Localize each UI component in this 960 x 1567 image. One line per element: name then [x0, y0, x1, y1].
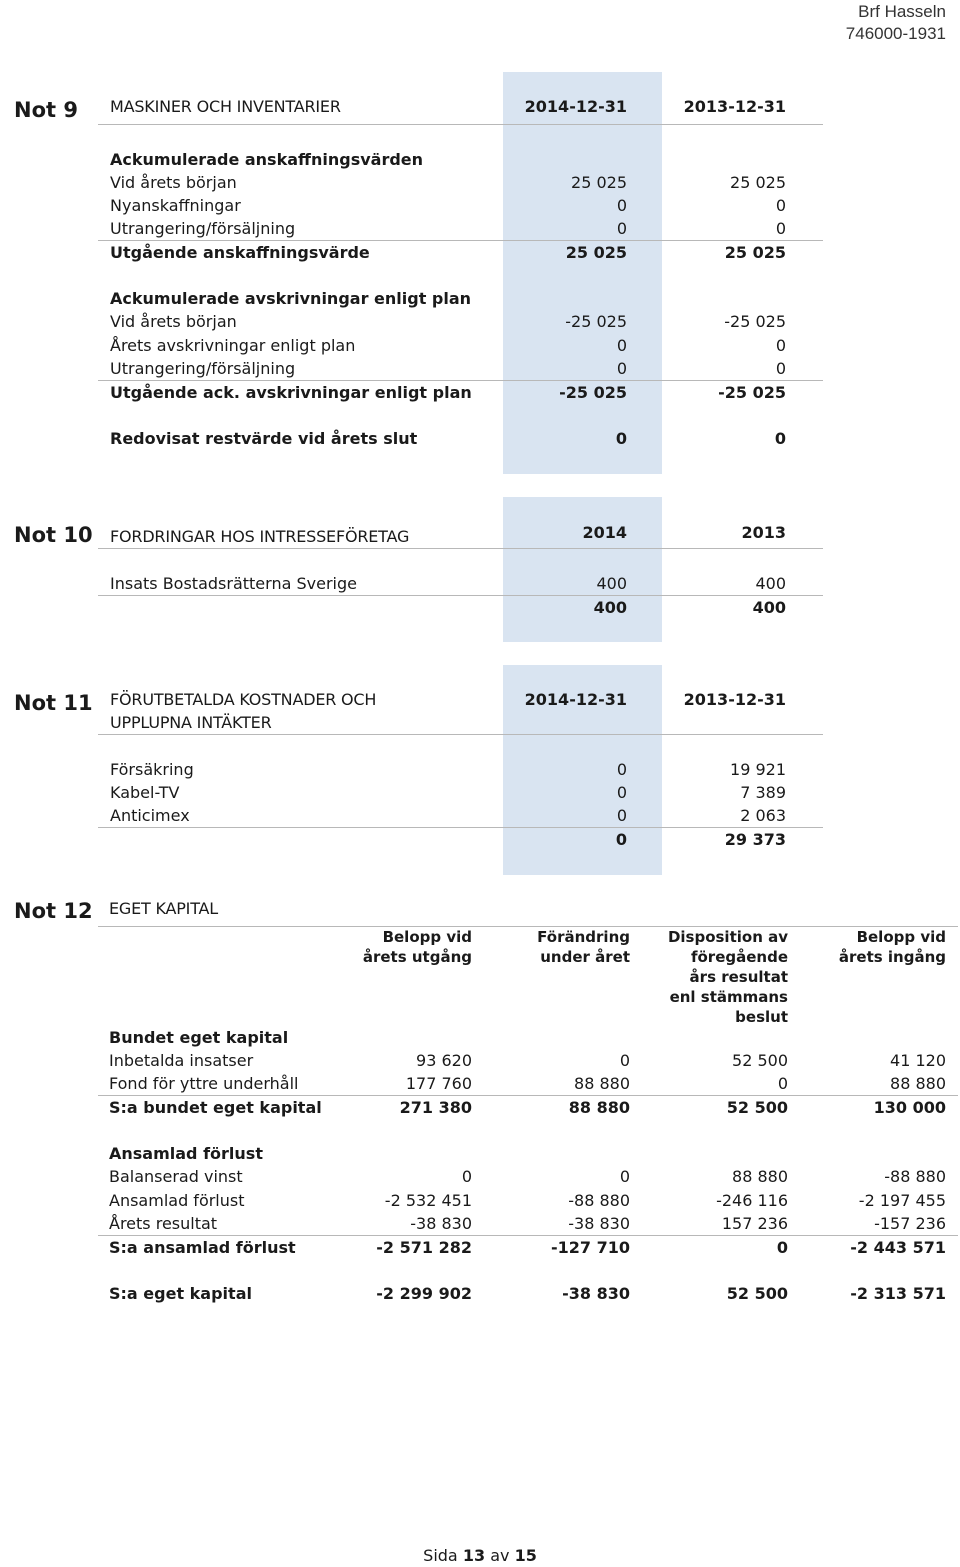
divider	[98, 380, 823, 381]
organization-name: Brf Hasseln	[858, 2, 946, 21]
table-row-label: Årets avskrivningar enligt plan	[110, 336, 356, 355]
table-cell: -127 710	[550, 1238, 630, 1257]
divider	[98, 734, 823, 735]
table-cell: -2 197 455	[858, 1191, 946, 1210]
table-cell: -38 830	[410, 1214, 472, 1233]
table-cell: -38 830	[568, 1214, 630, 1233]
current-year-highlight	[503, 72, 662, 474]
table-cell: 0	[616, 196, 627, 215]
page-footer	[0, 1548, 960, 1564]
divider	[98, 240, 823, 241]
note-10-col-2013: 2013	[741, 523, 786, 542]
table-cell: 52 500	[732, 1051, 788, 1070]
table-cell: -2 571 282	[376, 1238, 472, 1257]
table-cell: -88 880	[568, 1191, 630, 1210]
table-cell: 0	[615, 830, 627, 849]
table-cell: -25 025	[718, 383, 786, 402]
table-cell: 0	[774, 429, 786, 448]
col-header-ingang: Belopp vid årets ingång	[838, 928, 946, 966]
table-row-label: S:a bundet eget kapital	[109, 1098, 322, 1117]
table-row-label: Fond för yttre underhåll	[109, 1074, 299, 1093]
table-cell: 41 120	[890, 1051, 946, 1070]
footer-page-total: 15	[514, 1546, 537, 1565]
footer-page-number: 13	[462, 1546, 486, 1565]
note-10-title: FORDRINGAR HOS INTRESSEFÖRETAG	[110, 527, 410, 546]
note-11-label: Not 11	[14, 691, 93, 715]
table-row-label: Årets resultat	[109, 1214, 218, 1233]
table-cell: -157 236	[874, 1214, 946, 1233]
table-cell: 0	[616, 806, 627, 825]
table-cell: 25 025	[571, 173, 627, 192]
note-12-label: Not 12	[14, 899, 93, 923]
table-cell: 25 025	[724, 243, 786, 262]
table-cell: -246 116	[716, 1191, 788, 1210]
table-row-label: Redovisat restvärde vid årets slut	[110, 429, 418, 448]
table-cell: 0	[775, 196, 786, 215]
organization-number: 746000-1931	[845, 24, 946, 43]
divider	[98, 1235, 958, 1236]
table-cell: 400	[755, 574, 786, 593]
table-cell: 400	[593, 598, 627, 617]
table-row-label: Ackumulerade anskaffningsvärden	[110, 150, 424, 169]
footer-page-of: av	[490, 1546, 510, 1565]
table-cell: 2 063	[740, 806, 786, 825]
table-row-label: Utrangering/försäljning	[110, 219, 296, 238]
table-cell: 52 500	[726, 1284, 788, 1303]
table-cell: 0	[616, 760, 627, 779]
table-cell: 0	[616, 783, 627, 802]
col-header-forandring: Förändring under året	[537, 928, 630, 966]
table-cell: 19 921	[730, 760, 786, 779]
note-9-col-2013: 2013-12-31	[683, 97, 786, 116]
divider	[98, 1095, 958, 1096]
table-row-label: Kabel-TV	[110, 783, 180, 802]
table-cell: -88 880	[884, 1167, 946, 1186]
table-row-label: Utrangering/försäljning	[110, 359, 296, 378]
note-9-col-2014: 2014-12-31	[524, 97, 627, 116]
footer-page-prefix: Sida	[423, 1546, 458, 1565]
note-11-col-2013: 2013-12-31	[683, 690, 786, 709]
table-cell: 0	[616, 336, 627, 355]
table-cell: 88 880	[568, 1098, 630, 1117]
note-9-label: Not 9	[14, 98, 78, 122]
divider	[98, 827, 823, 828]
table-cell: 0	[776, 1238, 788, 1257]
table-cell: 0	[775, 336, 786, 355]
table-row-label: Nyanskaffningar	[110, 196, 241, 215]
table-cell: 88 880	[574, 1074, 630, 1093]
table-cell: 0	[616, 359, 627, 378]
table-cell: 130 000	[873, 1098, 946, 1117]
table-cell: -2 299 902	[376, 1284, 472, 1303]
note-10-col-2014: 2014	[582, 523, 627, 542]
table-cell: 0	[775, 359, 786, 378]
table-row-label: Försäkring	[110, 760, 194, 779]
table-cell: 88 880	[890, 1074, 946, 1093]
table-row-label: Vid årets början	[110, 173, 237, 192]
col-header-disposition: Disposition av föregående års resultat enl stämmans beslut	[667, 928, 788, 1026]
table-cell: 0	[775, 219, 786, 238]
note-10-label: Not 10	[14, 523, 93, 547]
divider	[98, 548, 823, 549]
table-row-label: Balanserad vinst	[109, 1167, 243, 1186]
table-row-label: Ackumulerade avskrivningar enligt plan	[110, 289, 472, 308]
table-cell: -2 443 571	[850, 1238, 946, 1257]
table-cell: 7 389	[740, 783, 786, 802]
note-11-col-2014: 2014-12-31	[524, 690, 627, 709]
note-11-title-line-1: FÖRUTBETALDA KOSTNADER OCH	[110, 690, 377, 709]
table-row-label: Anticimex	[110, 806, 190, 825]
col-header-utgang: Belopp vid årets utgång	[362, 928, 472, 966]
table-cell: -2 532 451	[384, 1191, 472, 1210]
table-row-label: Insats Bostadsrätterna Sverige	[110, 574, 357, 593]
table-cell: 157 236	[721, 1214, 788, 1233]
note-11-title-line-2: UPPLUPNA INTÄKTER	[110, 713, 272, 732]
table-row-label: Vid årets början	[110, 312, 237, 331]
table-cell: 88 880	[732, 1167, 788, 1186]
divider	[98, 595, 823, 596]
table-row-label: Inbetalda insatser	[109, 1051, 254, 1070]
note-9-title: MASKINER OCH INVENTARIER	[110, 97, 341, 116]
table-cell: 271 380	[399, 1098, 472, 1117]
table-row-label: Bundet eget kapital	[109, 1028, 289, 1047]
table-cell: 400	[752, 598, 786, 617]
table-cell: 400	[596, 574, 627, 593]
current-year-highlight	[503, 497, 662, 642]
table-cell: 0	[619, 1051, 630, 1070]
divider	[98, 124, 823, 125]
table-cell: -2 313 571	[850, 1284, 946, 1303]
table-cell: 0	[616, 219, 627, 238]
table-row-label: S:a ansamlad förlust	[109, 1238, 296, 1257]
table-cell: 177 760	[405, 1074, 472, 1093]
table-cell: -25 025	[559, 383, 627, 402]
table-cell: 0	[777, 1074, 788, 1093]
table-cell: 0	[461, 1167, 472, 1186]
table-row-label: S:a eget kapital	[109, 1284, 252, 1303]
note-12-title: EGET KAPITAL	[109, 899, 218, 918]
table-row-label: Ansamlad förlust	[109, 1144, 263, 1163]
table-cell: -25 025	[724, 312, 786, 331]
table-cell: 25 025	[730, 173, 786, 192]
table-cell: -25 025	[565, 312, 627, 331]
table-cell: -38 830	[562, 1284, 630, 1303]
table-row-label: Utgående ack. avskrivningar enligt plan	[110, 383, 472, 402]
table-cell: 0	[619, 1167, 630, 1186]
table-cell: 25 025	[565, 243, 627, 262]
table-cell: 52 500	[726, 1098, 788, 1117]
table-row-label: Ansamlad förlust	[109, 1191, 245, 1210]
table-cell: 93 620	[416, 1051, 472, 1070]
table-cell: 29 373	[724, 830, 786, 849]
table-cell: 0	[615, 429, 627, 448]
table-row-label: Utgående anskaffningsvärde	[110, 243, 370, 262]
